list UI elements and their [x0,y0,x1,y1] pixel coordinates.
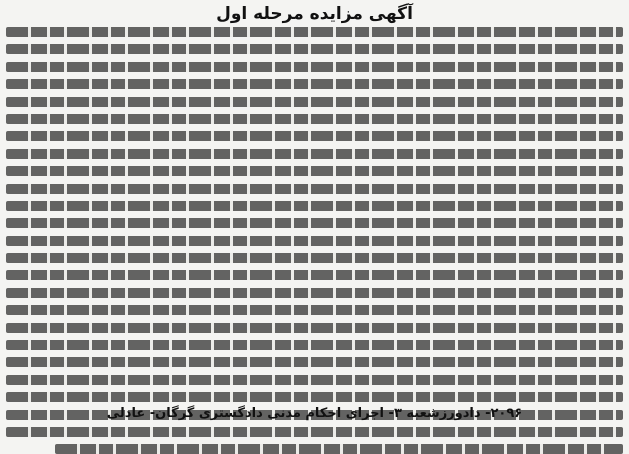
notice-body-line [6,166,623,176]
notice-body-line [6,357,623,367]
notice-body-line [6,253,623,263]
notice-body-line [6,305,623,315]
notice-body-line [6,201,623,211]
notice-title: آگهی مزایده مرحله اول [216,4,413,24]
notice-body-line [6,62,623,72]
notice-body-line [6,131,623,141]
notice-body-line [6,218,623,228]
notice-body [6,27,623,454]
notice-body-line [6,44,623,54]
notice-body-line [6,323,623,333]
notice-body-line [6,288,623,298]
notice-body-line [6,114,623,124]
notice-body-line [6,340,623,350]
notice-body-line [6,149,623,159]
notice-body-line [6,427,623,437]
notice-body-line [6,270,623,280]
notice-body-line [6,97,623,107]
notice-signature: ۲۰۹۶- دادورزشعبه ۳- اجرای احکام مدنی دادگستری گرگان- عادلی [106,406,523,421]
notice-body-line [6,79,623,89]
notice-body-line [6,392,623,402]
notice-body-line [6,375,623,385]
notice-body-line [6,27,623,37]
notice-body-line [55,444,623,454]
notice-body-line [6,184,623,194]
notice-body-line [6,236,623,246]
